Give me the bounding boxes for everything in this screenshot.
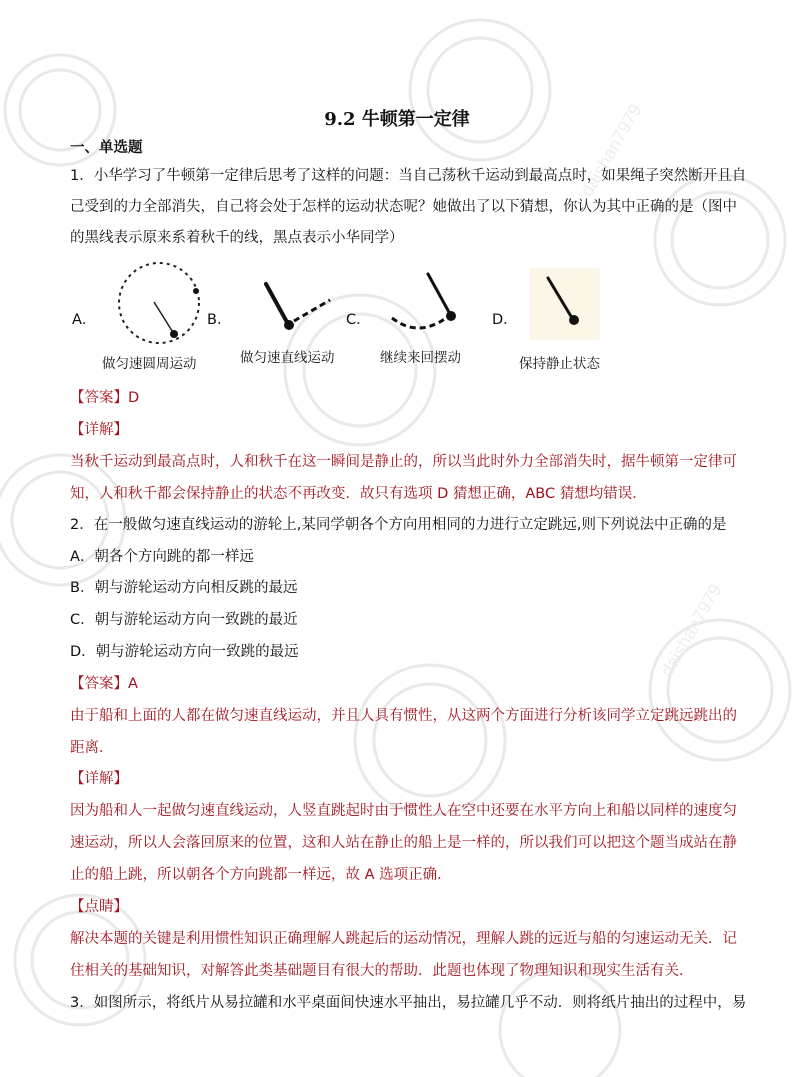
q2-detail-line: 因为船和人一起做匀速直线运动，人竖直跳起时由于惯性人在空中还要在水平方向上和船以同样的速度匀 xyxy=(70,803,737,819)
q2-option-d: D．朝与游轮运动方向一致跳的最远 xyxy=(70,644,299,660)
q1-option-a-figure xyxy=(116,262,206,352)
dashed-path xyxy=(294,300,330,321)
q2-answer: 【答案】A xyxy=(70,676,138,692)
q1-option-a-letter: A． xyxy=(72,312,97,328)
watermark-text: daishan7979 xyxy=(656,580,726,680)
q1-answer: 【答案】D xyxy=(70,390,140,406)
q1-detail-line: 知，人和秋千都会保持静止的状态不再改变．故只有选项 D 猜想正确，ABC 猜想均错误． xyxy=(70,486,647,502)
q2-analysis-line: 距离． xyxy=(70,740,114,756)
q2-detail-line: 止的船上跳，所以朝各个方向跳都一样远，故 A 选项正确． xyxy=(70,867,452,883)
q2-option-c: C．朝与游轮运动方向一致跳的最近 xyxy=(70,612,298,628)
q2-detail-line: 速运动，所以人会落回原来的位置，这和人站在静止的船上是一样的，所以我们可以把这个题当成站在静 xyxy=(70,835,737,851)
q2-comment-line: 住相关的基础知识，对解答此类基础题目有很大的帮助．此题也体现了物理知识和现实生活有关． xyxy=(70,963,694,979)
swing-rope xyxy=(154,302,174,334)
q1-option-d-figure xyxy=(530,268,600,340)
q1-option-b-caption: 做匀速直线运动 xyxy=(240,350,335,366)
person-dot xyxy=(569,315,579,325)
q1-option-a-caption: 做匀速圆周运动 xyxy=(102,356,197,372)
q1-detail-label: 【详解】 xyxy=(70,422,128,438)
q1-option-c-letter: C． xyxy=(346,312,371,328)
q2-option-b: B．朝与游轮运动方向相反跳的最远 xyxy=(70,580,298,596)
watermark-text: daishan7979 xyxy=(576,100,646,200)
q2-comment-label: 【点睛】 xyxy=(70,899,128,915)
person-dot xyxy=(284,320,294,330)
section-heading: 一、单选题 xyxy=(70,140,143,156)
person-dot xyxy=(170,330,178,338)
q1-stem-line: 己受到的力全部消失，自己将会处于怎样的运动状态呢？她做出了以下猜想，你认为其中正确的是（图中 xyxy=(70,199,737,215)
dashed-arc-path xyxy=(392,318,446,328)
person-dot xyxy=(446,311,456,321)
q1-detail-line: 当秋千运动到最高点时，人和秋千在这一瞬间是静止的，所以当此时外力全部消失时，据牛顿第一定律可 xyxy=(70,454,737,470)
q3-stem: 3．如图所示，将纸片从易拉罐和水平桌面间快速水平抽出，易拉罐几乎不动．则将纸片抽出的过程中，易 xyxy=(70,995,747,1011)
q1-stem-line: 1．小华学习了牛顿第一定律后思考了这样的问题：当自己荡秋千运动到最高点时，如果绳子突然断开且自 xyxy=(70,168,747,184)
q2-analysis-line: 由于船和上面的人都在做匀速直线运动，并且人具有惯性，从这两个方面进行分析该同学立定跳远跳出的 xyxy=(70,708,737,724)
q2-option-a: A．朝各个方向跳的都一样远 xyxy=(70,549,254,565)
q2-stem: 2．在一般做匀速直线运动的游轮上,某同学朝各个方向用相同的力进行立定跳远,则下列说法中正确的是 xyxy=(70,517,727,533)
swing-rope xyxy=(266,284,288,324)
dashed-circle-path xyxy=(119,263,199,343)
q1-option-c-figure xyxy=(388,270,468,338)
start-dot xyxy=(193,288,199,294)
q1-option-d-caption: 保持静止状态 xyxy=(519,356,600,372)
q2-detail-label: 【详解】 xyxy=(70,771,128,787)
q1-option-b-figure xyxy=(258,278,338,338)
q1-stem-line: 的黑线表示原来系着秋千的线，黑点表示小华同学） xyxy=(70,230,404,246)
q2-comment-line: 解决本题的关键是利用惯性知识正确理解人跳起后的运动情况，理解人跳的远近与船的匀速运动无关．记 xyxy=(70,931,737,947)
q1-option-c-caption: 继续来回摆动 xyxy=(380,350,461,366)
page-title: 9.2 牛顿第一定律 xyxy=(324,109,470,130)
q1-option-d-letter: D． xyxy=(492,312,518,328)
q1-option-b-letter: B． xyxy=(207,312,232,328)
swing-rope xyxy=(428,274,450,314)
